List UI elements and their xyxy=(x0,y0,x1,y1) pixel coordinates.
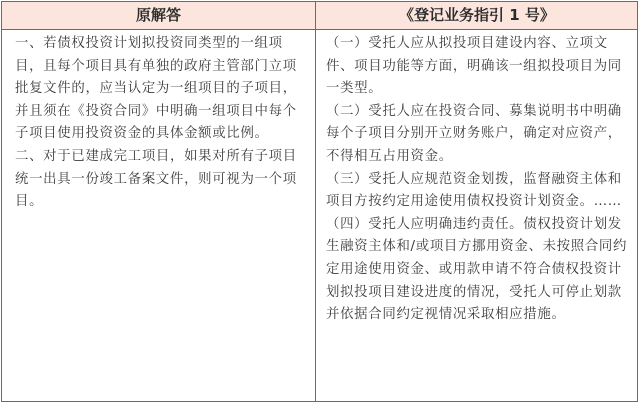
guideline-paragraph-1: （一）受托人应从拟投项目建设内容、立项文件、项目功能等方面，明确该一组拟投项目为同一类型。 xyxy=(326,36,622,97)
guideline-cell xyxy=(326,33,632,327)
guideline-paragraph-3: （三）受托人应规范资金划拨，监督融资主体和项目方按约定用途使用债权投资计划资金。…… xyxy=(326,171,622,210)
comparison-table xyxy=(1,1,638,402)
header-registration-guideline: 《登记业务指引 1 号》 xyxy=(399,6,555,24)
column-divider xyxy=(315,2,316,401)
original-answer-paragraph-1: 一、若债权投资计划拟投资同类型的一组项目，且每个项目具有单独的政府主管部门立项批复文件的，应当认定为一组项目的子项目，并且须在《投资合同》中明确一组项目中每个子项目使用投资资金的具体金额或比例。 xyxy=(15,36,297,142)
guideline-paragraph-2: （二）受托人应在投资合同、募集说明书中明确每个子项目分别开立财务账户，确定对应资产，不得相互占用资金。 xyxy=(326,103,622,164)
header-divider xyxy=(2,29,637,30)
table-header-row xyxy=(2,2,637,29)
header-original-answer: 原解答 xyxy=(135,6,181,24)
guideline-paragraph-4: （四）受托人应明确违约责任。债权投资计划发生融资主体和/或项目方挪用资金、未按照合同约定用途使用资金、或用款申请不符合债权投资计划拟投项目建设进度的情况，受托人可停止划款并依据合同约定视情况采取相应措施。 xyxy=(326,216,628,323)
original-answer-paragraph-2: 二、对于已建成完工项目，如果对所有子项目统一出具一份竣工备案文件，则可视为一个项目。 xyxy=(15,148,297,210)
original-answer-cell xyxy=(15,33,309,214)
